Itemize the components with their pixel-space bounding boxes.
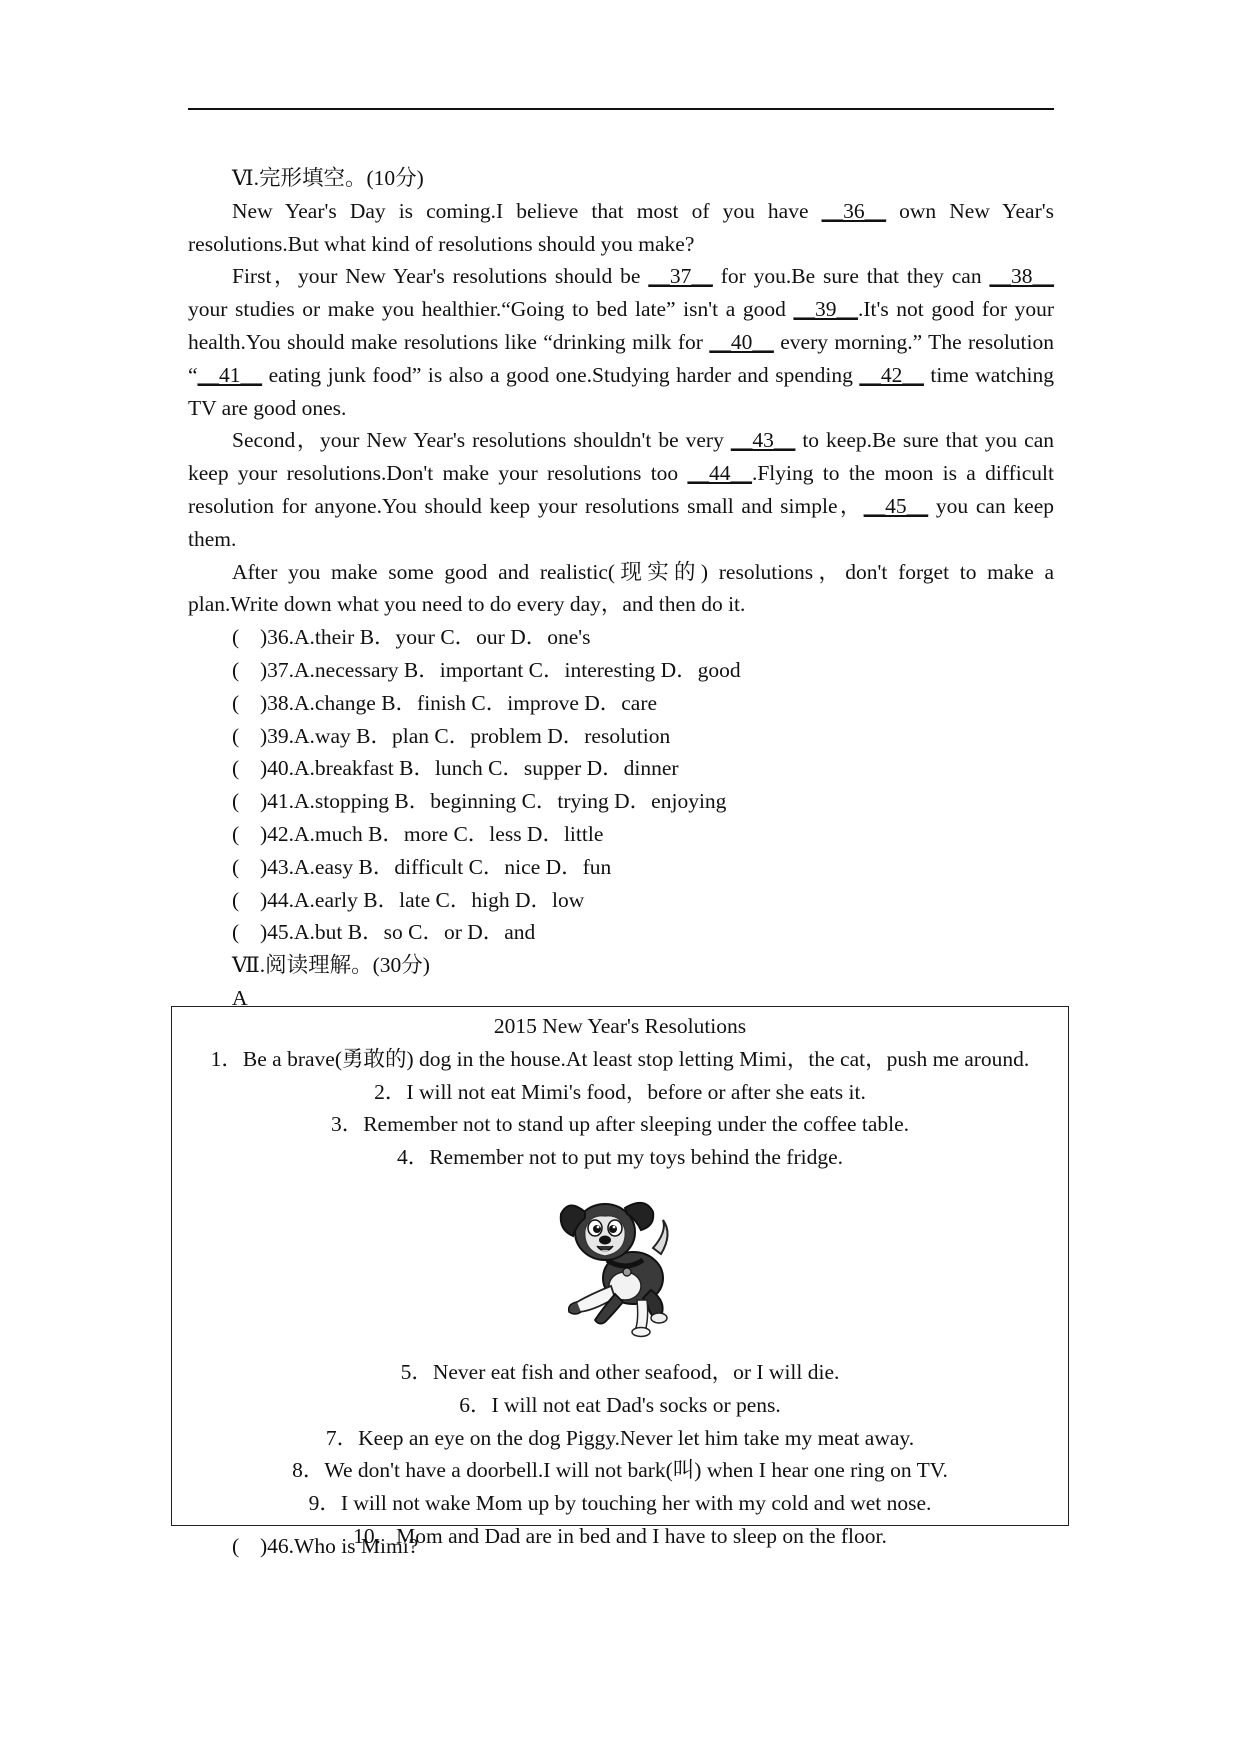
answer-paren[interactable]: (	[232, 690, 240, 715]
answer-paren[interactable]: (	[232, 657, 240, 682]
cloze-question	[188, 621, 1054, 654]
cloze-blank[interactable]: __45__	[863, 493, 929, 518]
section-6-title: Ⅵ.完形填空。(10分)	[232, 166, 424, 190]
answer-paren[interactable]: (	[232, 625, 240, 650]
cloze-section	[188, 162, 1054, 1015]
resolution-item: 6．I will not eat Dad's socks or pens.	[459, 1392, 781, 1417]
resolution-item: 5．Never eat fish and other seafood，or I will die.	[400, 1359, 840, 1384]
cloze-question-list	[188, 621, 1054, 949]
cloze-paragraph	[188, 556, 1054, 622]
cloze-question	[188, 752, 1054, 785]
cartoon-dog-icon	[172, 1174, 1068, 1356]
cloze-question	[188, 720, 1054, 753]
passage-text: own New Year's resolutions.But what kind of resolutions should you make?	[188, 198, 1054, 256]
passage-text: you can keep them.	[188, 493, 1054, 551]
resolution-item: 4．Remember not to put my toys behind the fridge.	[396, 1145, 844, 1170]
passage-text: New Year's Day is coming.I believe that most of you have	[232, 198, 822, 223]
question-text: )42.A.much B．more C．less D．little	[260, 821, 604, 846]
cloze-question	[188, 884, 1054, 917]
cloze-question	[188, 785, 1054, 818]
question-text: )40.A.breakfast B．lunch C．supper D．dinner	[260, 756, 679, 781]
cloze-blank[interactable]: __38__	[989, 264, 1054, 289]
passage-text: First，your New Year's resolutions should be	[232, 264, 649, 289]
cloze-blank[interactable]: __39__	[793, 297, 858, 322]
question-46	[188, 1530, 1054, 1563]
cloze-passage	[188, 195, 1054, 621]
cloze-paragraph	[188, 424, 1054, 555]
cloze-question	[188, 654, 1054, 687]
cloze-blank[interactable]: __43__	[730, 428, 796, 453]
question-text: )36.A.their B．your C．our D．one's	[260, 625, 591, 650]
section-7-title: Ⅶ.阅读理解。(30分)	[232, 953, 430, 978]
answer-paren[interactable]: (	[232, 1534, 240, 1558]
cloze-question	[188, 687, 1054, 720]
header-rule	[188, 108, 1054, 110]
cloze-blank[interactable]: __36__	[821, 198, 887, 223]
cloze-paragraph	[188, 260, 1054, 424]
passage-text: .It's not good for your health.You should make resolutions like “drinking milk for	[188, 297, 1054, 354]
resolution-item: 1．Be a brave(勇敢的) dog in the house.At least stop letting Mimi，the cat，push me around.	[210, 1046, 1030, 1071]
answer-paren[interactable]: (	[232, 854, 240, 879]
cloze-paragraph	[188, 195, 1054, 261]
passage-text: your studies or make you healthier.“Going to bed late” isn't a good	[188, 297, 794, 322]
question-text: )39.A.way B．plan C．problem D．resolution	[260, 723, 671, 748]
passage-text: to keep.Be sure that you can keep your resolutions.Don't make your resolutions too	[188, 428, 1054, 486]
answer-paren[interactable]: (	[232, 920, 240, 945]
question-46-text: )46.Who is Mimi?	[260, 1534, 419, 1558]
answer-paren[interactable]: (	[232, 756, 240, 781]
cloze-blank[interactable]: __37__	[648, 264, 713, 289]
resolution-item: 3．Remember not to stand up after sleeping under the coffee table.	[330, 1112, 910, 1137]
answer-paren[interactable]: (	[232, 821, 240, 846]
cloze-question	[188, 916, 1054, 949]
passage-text: every morning.” The resolution “	[188, 329, 1054, 387]
cloze-blank[interactable]: __41__	[197, 362, 263, 387]
passage-text: .Flying to the moon is a difficult resolution for anyone.You should keep your resolutions small and simple，	[188, 461, 1054, 518]
resolution-item: 7．Keep an eye on the dog Piggy.Never let him take my meat away.	[325, 1425, 915, 1450]
cloze-blank[interactable]: __40__	[709, 329, 774, 354]
cloze-blank[interactable]: __42__	[859, 362, 924, 387]
question-text: )44.A.early B．late C．high D．low	[260, 887, 585, 912]
answer-paren[interactable]: (	[232, 887, 240, 912]
resolution-list-part-2	[172, 1356, 1068, 1553]
question-text: )38.A.change B．finish C．improve D．care	[260, 690, 658, 715]
cloze-blank[interactable]: __44__	[687, 461, 752, 486]
passage-text: time watching TV are good ones.	[188, 362, 1054, 420]
answer-paren[interactable]: (	[232, 723, 240, 748]
resolutions-heading: 2015 New Year's Resolutions	[493, 1014, 747, 1038]
resolution-item: 9．I will not wake Mom up by touching her with my cold and wet nose.	[308, 1491, 932, 1516]
cloze-question	[188, 851, 1054, 884]
passage-text: Second，your New Year's resolutions shouldn't be very	[232, 428, 731, 453]
question-text: )45.A.but B．so C．or D．and	[260, 920, 536, 945]
passage-text: for you.Be sure that they can	[712, 264, 990, 289]
resolution-item: 10．Mom and Dad are in bed and I have to sleep on the floor.	[353, 1523, 887, 1548]
passage-label: A	[232, 985, 248, 1010]
resolution-item: 2．I will not eat Mimi's food，before or after she eats it.	[374, 1079, 866, 1104]
answer-paren[interactable]: (	[232, 789, 240, 814]
question-text: )37.A.necessary B．important C．interesting D．good	[260, 657, 741, 682]
passage-text: eating junk food” is also a good one.Studying harder and spending	[262, 362, 860, 387]
resolution-list-part-1	[172, 1043, 1068, 1174]
resolution-item: 8．We don't have a doorbell.I will not bark(叫) when I hear one ring on TV.	[292, 1458, 948, 1483]
question-text: )43.A.easy B．difficult C．nice D．fun	[260, 854, 612, 879]
passage-text: After you make some good and realistic(现实的) resolutions，don't forget to make a plan.Write down what you need to do every day，and then do it.	[188, 559, 1054, 617]
question-text: )41.A.stopping B．beginning C．trying D．enjoying	[260, 789, 727, 814]
cloze-question	[188, 818, 1054, 851]
reading-questions	[188, 1530, 1054, 1563]
